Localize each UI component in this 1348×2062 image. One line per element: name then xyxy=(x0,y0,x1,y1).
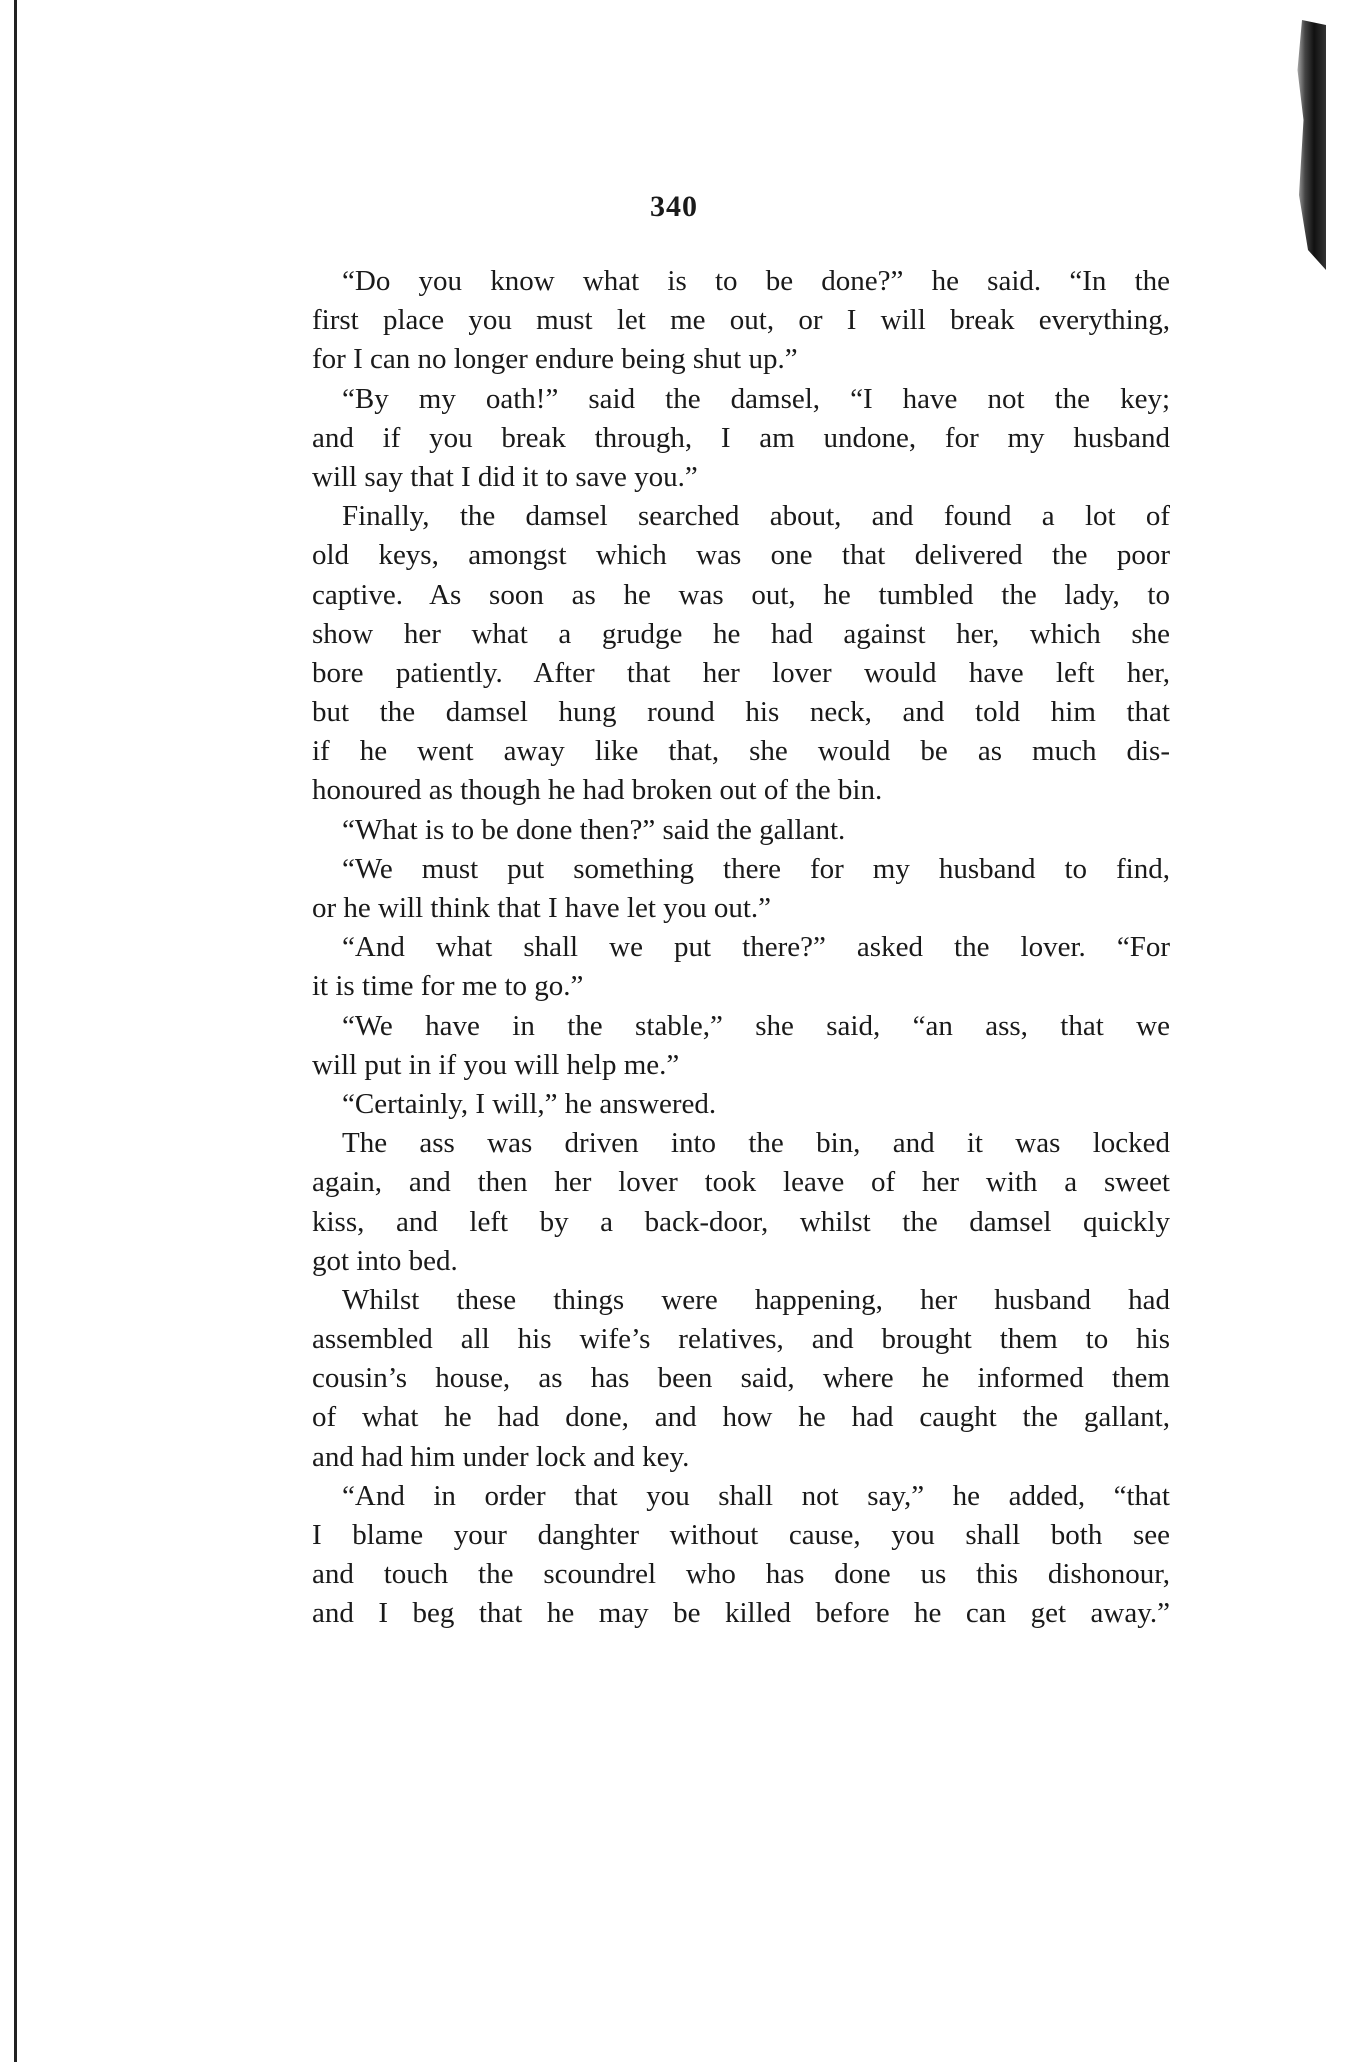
text-line: “Do you know what is to be done?” he said. “In the xyxy=(342,265,1170,297)
text-line: The ass was driven into the bin, and it was locked xyxy=(342,1127,1170,1160)
body-text xyxy=(312,262,1170,1634)
text-line: but the damsel hung round his neck, and told him that xyxy=(312,696,1170,729)
text-line: captive. As soon as he was out, he tumbled the lady, to xyxy=(312,578,1170,611)
text-line: and had him under lock and key. xyxy=(312,1440,690,1473)
text-line: “And what shall we put there?” asked the lover. “For xyxy=(342,931,1170,964)
text-line: will put in if you will help me.” xyxy=(312,1048,680,1081)
text-line: again, and then her lover took leave of her with a sweet xyxy=(312,1166,1170,1199)
text-line: “Certainly, I will,” he answered. xyxy=(342,1087,717,1120)
text-line: “We must put something there for my husband to find, xyxy=(342,852,1170,885)
text-line: old keys, amongst which was one that delivered the poor xyxy=(312,539,1170,572)
text-line: “By my oath!” said the damsel, “I have not the key; xyxy=(342,382,1170,415)
text-line: for I can no longer endure being shut up.” xyxy=(312,343,798,376)
text-line: “We have in the stable,” she said, “an ass, that we xyxy=(342,1009,1170,1042)
text-line: show her what a grudge he had against her, which she xyxy=(312,617,1170,650)
text-line: cousin’s house, as has been said, where he informed them xyxy=(312,1362,1170,1395)
text-line: will say that I did it to save you.” xyxy=(312,460,698,493)
text-line: of what he had done, and how he had caught the gallant, xyxy=(312,1401,1170,1434)
text-line: and if you break through, I am undone, for my husband xyxy=(312,421,1170,454)
text-line: Finally, the damsel searched about, and found a lot of xyxy=(342,500,1170,533)
page-left-edge xyxy=(14,0,17,2062)
text-line: I blame your danghter without cause, you shall both see xyxy=(312,1519,1170,1551)
text-line: kiss, and left by a back-door, whilst the damsel quickly xyxy=(312,1205,1170,1238)
text-line: if he went away like that, she would be as much dis- xyxy=(312,735,1170,768)
page-number: 340 xyxy=(650,190,698,223)
text-line: it is time for me to go.” xyxy=(312,970,584,1003)
text-line: Whilst these things were happening, her husband had xyxy=(342,1283,1170,1316)
text-line: bore patiently. After that her lover would have left her, xyxy=(312,656,1170,689)
text-line: first place you must let me out, or I will break everything, xyxy=(312,304,1170,337)
text-line: and I beg that he may be killed before he can get away.” xyxy=(312,1597,1170,1630)
text-line: got into bed. xyxy=(312,1244,458,1277)
text-line: and touch the scoundrel who has done us this dishonour, xyxy=(312,1558,1170,1591)
text-line: or he will think that I have let you out.” xyxy=(312,892,772,924)
binding-shadow xyxy=(1296,20,1326,270)
text-line: honoured as though he had broken out of the bin. xyxy=(312,774,883,807)
text-line: assembled all his wife’s relatives, and brought them to his xyxy=(312,1323,1170,1356)
text-line: “And in order that you shall not say,” he added, “that xyxy=(342,1479,1170,1512)
text-line: “What is to be done then?” said the gallant. xyxy=(342,813,846,846)
